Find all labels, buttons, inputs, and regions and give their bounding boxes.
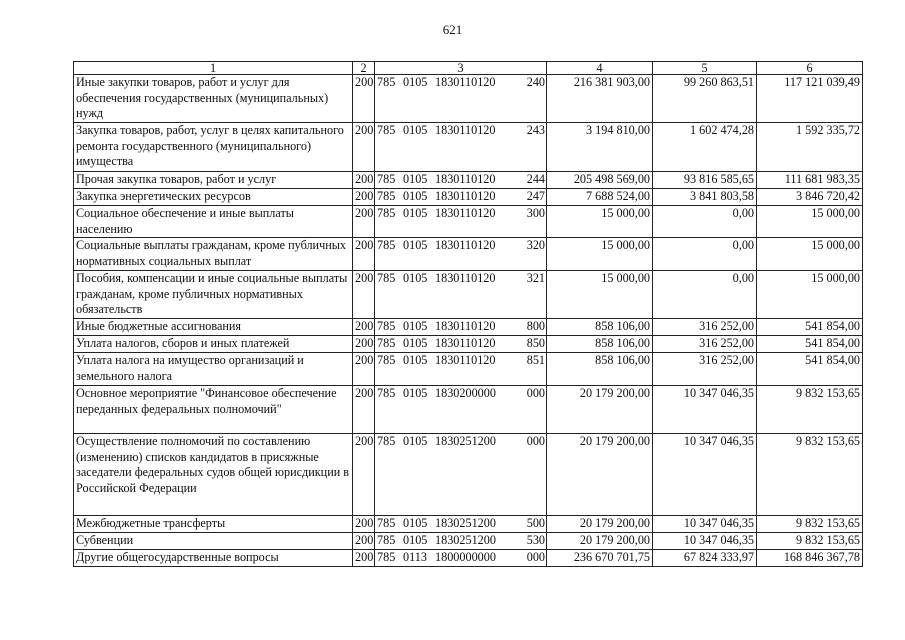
code-vr: 240: [526, 75, 545, 89]
row-value-6: 15 000,00: [757, 271, 863, 319]
row-col-2: 200: [353, 516, 375, 533]
code-rz: 0113: [403, 550, 427, 565]
row-col-2: 200: [353, 434, 375, 516]
row-code: [375, 516, 547, 533]
row-name: Прочая закупка товаров, работ и услуг: [74, 172, 353, 189]
code-csr: 1830110120: [435, 271, 496, 286]
row-value-4: 236 670 701,75: [547, 550, 653, 567]
row-value-6: 9 832 153,65: [757, 533, 863, 550]
row-value-4: 858 106,00: [547, 336, 653, 353]
table-row: [74, 75, 863, 123]
table-row: [74, 206, 863, 238]
code-csr: 1830251200: [435, 516, 496, 531]
row-value-4: 7 688 524,00: [547, 189, 653, 206]
code-ved: 785: [377, 271, 396, 286]
row-code: [375, 533, 547, 550]
row-value-6: 9 832 153,65: [757, 434, 863, 516]
table-header-row: [74, 62, 863, 75]
row-value-6: 1 592 335,72: [757, 123, 863, 172]
row-value-5: 3 841 803,58: [653, 189, 757, 206]
row-value-5: 67 824 333,97: [653, 550, 757, 567]
table-row: [74, 238, 863, 271]
code-vr: 530: [526, 533, 545, 548]
row-code: [375, 319, 547, 336]
code-ved: 785: [377, 319, 396, 334]
code-csr: 1830110120: [435, 75, 496, 89]
code-ved: 785: [377, 386, 396, 401]
code-csr: 1800000000: [435, 550, 496, 565]
code-rz: 0105: [403, 75, 428, 89]
code-vr: 800: [526, 319, 545, 334]
row-col-2: 200: [353, 189, 375, 206]
table-row: [74, 123, 863, 172]
row-value-5: 0,00: [653, 271, 757, 319]
row-col-2: 200: [353, 336, 375, 353]
code-vr: 500: [526, 516, 545, 531]
code-csr: 1830110120: [435, 206, 496, 220]
code-rz: 0105: [403, 123, 428, 137]
budget-table: [73, 61, 863, 567]
code-ved: 785: [377, 533, 396, 548]
code-ved: 785: [377, 123, 396, 137]
code-vr: 000: [526, 434, 545, 449]
row-value-6: 9 832 153,65: [757, 386, 863, 434]
row-col-2: 200: [353, 172, 375, 189]
header-col-3: 3: [375, 62, 547, 75]
row-code: [375, 189, 547, 206]
row-value-6: 541 854,00: [757, 336, 863, 353]
row-value-4: 15 000,00: [547, 206, 653, 238]
code-vr: 000: [526, 386, 545, 401]
row-name: Осуществление полномочий по составлению (изменению) списков кандидатов в присяжные заседатели федеральных судов общей юрисдикции в Российской Федерации: [74, 434, 353, 516]
code-vr: 000: [526, 550, 545, 565]
row-value-4: 20 179 200,00: [547, 434, 653, 516]
code-vr: 851: [526, 353, 545, 368]
row-col-2: 200: [353, 550, 375, 567]
row-code: [375, 75, 547, 123]
code-rz: 0105: [403, 434, 428, 449]
row-col-2: 200: [353, 75, 375, 123]
row-value-6: 15 000,00: [757, 238, 863, 271]
row-name: Иные бюджетные ассигнования: [74, 319, 353, 336]
code-rz: 0105: [403, 533, 428, 548]
code-rz: 0105: [403, 319, 428, 334]
row-code: [375, 123, 547, 172]
row-value-6: 9 832 153,65: [757, 516, 863, 533]
header-col-1: 1: [74, 62, 353, 75]
row-name: Уплата налога на имущество организаций и земельного налога: [74, 353, 353, 386]
code-csr: 1830200000: [435, 386, 496, 401]
header-col-6: 6: [757, 62, 863, 75]
code-rz: 0105: [403, 386, 428, 401]
row-name: Социальное обеспечение и иные выплаты населению: [74, 206, 353, 238]
code-rz: 0105: [403, 189, 428, 203]
row-col-2: 200: [353, 353, 375, 386]
row-value-5: 99 260 863,51: [653, 75, 757, 123]
code-vr: 247: [526, 189, 545, 203]
code-ved: 785: [377, 189, 396, 203]
row-value-4: 858 106,00: [547, 319, 653, 336]
code-rz: 0105: [403, 353, 428, 368]
row-value-6: 541 854,00: [757, 353, 863, 386]
code-vr: 243: [526, 123, 545, 137]
row-name: Пособия, компенсации и иные социальные выплаты гражданам, кроме публичных нормативных обязательств: [74, 271, 353, 319]
row-value-5: 10 347 046,35: [653, 516, 757, 533]
row-value-6: 117 121 039,49: [757, 75, 863, 123]
row-value-5: 316 252,00: [653, 319, 757, 336]
row-value-4: 20 179 200,00: [547, 516, 653, 533]
row-code: [375, 386, 547, 434]
code-ved: 785: [377, 353, 396, 368]
row-value-6: 541 854,00: [757, 319, 863, 336]
header-col-4: 4: [547, 62, 653, 75]
table-row: [74, 172, 863, 189]
row-name: Закупка энергетических ресурсов: [74, 189, 353, 206]
row-value-5: 10 347 046,35: [653, 386, 757, 434]
row-name: Социальные выплаты гражданам, кроме публичных нормативных социальных выплат: [74, 238, 353, 271]
row-value-6: 111 681 983,35: [757, 172, 863, 189]
table-row: [74, 336, 863, 353]
row-value-4: 15 000,00: [547, 271, 653, 319]
row-name: Закупка товаров, работ, услуг в целях капитального ремонта государственного (муниципального) имущества: [74, 123, 353, 172]
table-row: [74, 353, 863, 386]
row-name: Уплата налогов, сборов и иных платежей: [74, 336, 353, 353]
row-name: Субвенции: [74, 533, 353, 550]
row-value-6: 168 846 367,78: [757, 550, 863, 567]
row-col-2: 200: [353, 238, 375, 271]
code-vr: 321: [526, 271, 545, 286]
code-vr: 244: [526, 172, 545, 186]
row-name: Иные закупки товаров, работ и услуг для обеспечения государственных (муниципальных) нужд: [74, 75, 353, 123]
code-csr: 1830110120: [435, 123, 496, 137]
header-col-2: 2: [353, 62, 375, 75]
code-csr: 1830110120: [435, 172, 496, 186]
row-code: [375, 353, 547, 386]
code-csr: 1830110120: [435, 189, 496, 203]
row-name: Другие общегосударственные вопросы: [74, 550, 353, 567]
code-csr: 1830251200: [435, 434, 496, 449]
table-row: [74, 319, 863, 336]
row-value-4: 216 381 903,00: [547, 75, 653, 123]
table-row: [74, 516, 863, 533]
table-row: [74, 189, 863, 206]
row-col-2: 200: [353, 123, 375, 172]
code-ved: 785: [377, 238, 396, 253]
row-value-5: 10 347 046,35: [653, 434, 757, 516]
row-value-5: 10 347 046,35: [653, 533, 757, 550]
row-name: Основное мероприятие "Финансовое обеспечение переданных федеральных полномочий": [74, 386, 353, 434]
row-value-4: 20 179 200,00: [547, 386, 653, 434]
row-code: [375, 271, 547, 319]
row-col-2: 200: [353, 386, 375, 434]
code-rz: 0105: [403, 238, 428, 253]
row-value-5: 0,00: [653, 238, 757, 271]
row-value-5: 0,00: [653, 206, 757, 238]
row-col-2: 200: [353, 206, 375, 238]
table-row: [74, 386, 863, 434]
row-code: [375, 336, 547, 353]
table-row: [74, 533, 863, 550]
row-value-5: 316 252,00: [653, 336, 757, 353]
code-ved: 785: [377, 434, 396, 449]
table-row: [74, 550, 863, 567]
row-code: [375, 434, 547, 516]
row-value-4: 3 194 810,00: [547, 123, 653, 172]
code-csr: 1830251200: [435, 533, 496, 548]
row-value-4: 15 000,00: [547, 238, 653, 271]
table-row: [74, 434, 863, 516]
code-csr: 1830110120: [435, 353, 496, 368]
row-code: [375, 206, 547, 238]
code-vr: 300: [526, 206, 545, 220]
row-value-6: 3 846 720,42: [757, 189, 863, 206]
row-code: [375, 550, 547, 567]
row-col-2: 200: [353, 533, 375, 550]
header-col-5: 5: [653, 62, 757, 75]
code-csr: 1830110120: [435, 238, 496, 253]
code-rz: 0105: [403, 336, 428, 351]
row-value-5: 93 816 585,65: [653, 172, 757, 189]
code-rz: 0105: [403, 172, 428, 186]
code-ved: 785: [377, 206, 396, 220]
code-ved: 785: [377, 550, 396, 565]
row-value-4: 205 498 569,00: [547, 172, 653, 189]
row-value-4: 858 106,00: [547, 353, 653, 386]
code-rz: 0105: [403, 271, 428, 286]
row-code: [375, 238, 547, 271]
code-rz: 0105: [403, 516, 428, 531]
row-col-2: 200: [353, 319, 375, 336]
row-name: Межбюджетные трансферты: [74, 516, 353, 533]
code-vr: 850: [526, 336, 545, 351]
row-value-5: 316 252,00: [653, 353, 757, 386]
row-value-6: 15 000,00: [757, 206, 863, 238]
code-ved: 785: [377, 75, 396, 89]
code-csr: 1830110120: [435, 319, 496, 334]
row-value-4: 20 179 200,00: [547, 533, 653, 550]
code-ved: 785: [377, 336, 396, 351]
row-col-2: 200: [353, 271, 375, 319]
row-value-5: 1 602 474,28: [653, 123, 757, 172]
code-ved: 785: [377, 172, 396, 186]
code-csr: 1830110120: [435, 336, 496, 351]
row-code: [375, 172, 547, 189]
code-ved: 785: [377, 516, 396, 531]
code-rz: 0105: [403, 206, 428, 220]
code-vr: 320: [526, 238, 545, 253]
page-number: 621: [442, 22, 463, 37]
table-row: [74, 271, 863, 319]
